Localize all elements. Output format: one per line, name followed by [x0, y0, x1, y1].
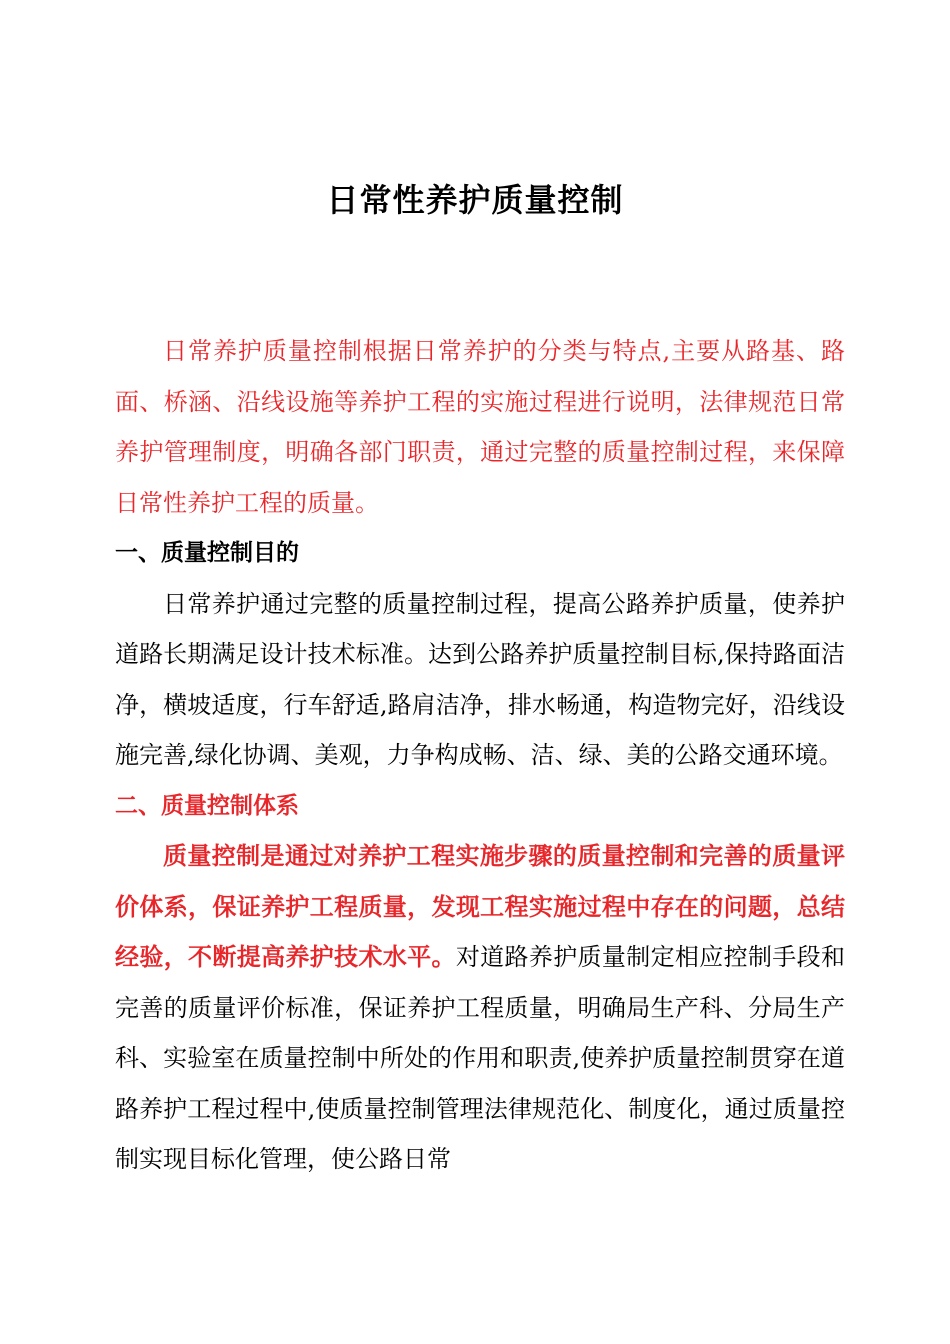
section-2-paragraph [115, 831, 845, 1185]
section-2-heading: 二、质量控制体系 [115, 792, 299, 819]
intro-paragraph: 日常养护质量控制根据日常养护的分类与特点,主要从路基、路面、桥涵、沿线设施等养护工程的实施过程进行说明，法律规范日常养护管理制度，明确各部门职责，通过完整的质量控制过程，来保障日常性养护工程的质量。 [115, 337, 845, 517]
section-1-heading: 一、质量控制目的 [115, 540, 299, 566]
section-2-body-text: 对道路养护质量制定相应控制手段和完善的质量评价标准，保证养护工程质量，明确局生产科、分局生产科、实验室在质量控制中所处的作用和职责,使养护质量控制贯穿在道路养护工程过程中,使质量控制管理法律规范化、制度化，通过质量控制实现目标化管理，使公路日常 [115, 943, 845, 1173]
section-1-paragraph: 日常养护通过完整的质量控制过程，提高公路养护质量，使养护道路长期满足设计技术标准。达到公路养护质量控制目标,保持路面洁净，横坡适度，行车舒适,路肩洁净，排水畅通，构造物完好，沿线设施完善,绿化协调、美观，力争构成畅、洁、绿、美的公路交通环境。 [115, 589, 845, 769]
document-body [115, 326, 845, 1185]
document-title: 日常性养护质量控制 [326, 181, 624, 219]
section-2-emphasis-text: 质量控制是通过对养护工程实施步骤的质量控制和完善的质量评价体系，保证养护工程质量，发现工程实施过程中存在的问题，总结经验，不断提高养护技术水平。 [115, 841, 845, 971]
